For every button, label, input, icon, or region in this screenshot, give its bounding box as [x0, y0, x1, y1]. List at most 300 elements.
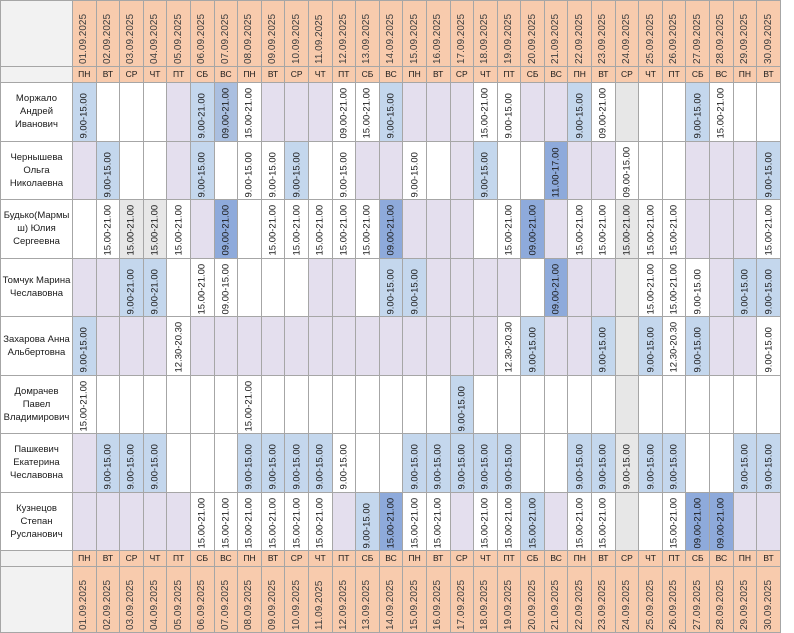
shift-cell[interactable] [662, 141, 686, 200]
weekday-cell[interactable]: ЧТ [639, 551, 663, 567]
shift-cell[interactable] [710, 492, 734, 551]
weekday-cell[interactable]: ВТ [96, 67, 120, 83]
shift-cell[interactable] [544, 83, 568, 142]
shift-cell[interactable] [332, 200, 356, 259]
shift-cell[interactable] [120, 83, 144, 142]
weekday-cell[interactable]: ВС [379, 67, 403, 83]
weekday-cell[interactable]: ВС [544, 551, 568, 567]
shift-cell[interactable] [214, 492, 238, 551]
weekday-cell[interactable]: ВС [544, 67, 568, 83]
shift-cell[interactable] [332, 434, 356, 493]
shift-cell[interactable] [757, 375, 781, 434]
shift-cell[interactable] [238, 317, 262, 376]
shift-cell[interactable] [615, 83, 639, 142]
shift-cell[interactable] [733, 141, 757, 200]
shift-cell[interactable] [521, 317, 545, 376]
weekday-cell[interactable]: ВТ [592, 551, 616, 567]
shift-cell[interactable] [190, 141, 214, 200]
shift-cell[interactable] [426, 200, 450, 259]
shift-cell[interactable] [308, 258, 332, 317]
shift-cell[interactable] [662, 317, 686, 376]
shift-cell[interactable] [285, 200, 309, 259]
weekday-cell[interactable]: ВС [710, 551, 734, 567]
shift-cell[interactable] [214, 141, 238, 200]
shift-cell[interactable] [497, 434, 521, 493]
shift-cell[interactable] [426, 83, 450, 142]
shift-cell[interactable] [639, 434, 663, 493]
date-header-cell[interactable] [710, 1, 734, 67]
shift-cell[interactable] [592, 258, 616, 317]
shift-cell[interactable] [403, 375, 427, 434]
shift-cell[interactable] [450, 200, 474, 259]
shift-cell[interactable] [757, 83, 781, 142]
date-header-cell[interactable] [285, 567, 309, 633]
shift-cell[interactable] [497, 375, 521, 434]
shift-cell[interactable] [662, 434, 686, 493]
shift-cell[interactable] [261, 492, 285, 551]
shift-cell[interactable] [662, 258, 686, 317]
shift-cell[interactable] [238, 492, 262, 551]
date-header-cell[interactable] [261, 567, 285, 633]
date-header-cell[interactable] [379, 567, 403, 633]
shift-cell[interactable] [120, 375, 144, 434]
shift-cell[interactable] [96, 83, 120, 142]
weekday-cell[interactable]: ВТ [261, 551, 285, 567]
shift-cell[interactable] [308, 317, 332, 376]
shift-cell[interactable] [190, 434, 214, 493]
shift-cell[interactable] [261, 141, 285, 200]
weekday-cell[interactable]: ПТ [662, 551, 686, 567]
shift-cell[interactable] [474, 375, 498, 434]
shift-cell[interactable] [190, 258, 214, 317]
shift-cell[interactable] [544, 375, 568, 434]
shift-cell[interactable] [757, 317, 781, 376]
shift-cell[interactable] [379, 492, 403, 551]
shift-cell[interactable] [379, 434, 403, 493]
shift-cell[interactable] [615, 141, 639, 200]
employee-name-cell[interactable] [1, 200, 73, 259]
shift-cell[interactable] [332, 258, 356, 317]
weekday-cell[interactable]: ВТ [426, 67, 450, 83]
date-header-cell[interactable] [686, 1, 710, 67]
shift-cell[interactable] [450, 317, 474, 376]
shift-cell[interactable] [544, 434, 568, 493]
shift-cell[interactable] [733, 492, 757, 551]
corner-cell[interactable] [1, 67, 73, 83]
shift-cell[interactable] [686, 141, 710, 200]
shift-cell[interactable] [403, 141, 427, 200]
corner-cell[interactable] [1, 1, 73, 67]
date-header-cell[interactable] [757, 567, 781, 633]
date-header-cell[interactable] [568, 1, 592, 67]
date-header-cell[interactable] [214, 1, 238, 67]
weekday-cell[interactable]: ПТ [167, 551, 191, 567]
shift-cell[interactable] [143, 200, 167, 259]
shift-cell[interactable] [214, 317, 238, 376]
date-header-cell[interactable] [356, 1, 380, 67]
date-header-cell[interactable] [639, 1, 663, 67]
shift-cell[interactable] [73, 141, 97, 200]
shift-cell[interactable] [379, 258, 403, 317]
weekday-cell[interactable]: ВТ [426, 551, 450, 567]
shift-cell[interactable] [521, 141, 545, 200]
weekday-cell[interactable]: СБ [686, 67, 710, 83]
weekday-cell[interactable]: ПН [403, 551, 427, 567]
shift-cell[interactable] [568, 375, 592, 434]
date-header-cell[interactable] [568, 567, 592, 633]
employee-name-cell[interactable] [1, 83, 73, 142]
shift-cell[interactable] [403, 317, 427, 376]
shift-cell[interactable] [639, 200, 663, 259]
shift-cell[interactable] [450, 83, 474, 142]
shift-cell[interactable] [120, 492, 144, 551]
shift-cell[interactable] [238, 141, 262, 200]
shift-cell[interactable] [733, 200, 757, 259]
date-header-cell[interactable] [214, 567, 238, 633]
weekday-cell[interactable]: СР [120, 551, 144, 567]
shift-cell[interactable] [474, 200, 498, 259]
shift-cell[interactable] [615, 317, 639, 376]
shift-cell[interactable] [568, 434, 592, 493]
shift-cell[interactable] [686, 317, 710, 376]
shift-cell[interactable] [308, 83, 332, 142]
shift-cell[interactable] [308, 434, 332, 493]
shift-cell[interactable] [639, 83, 663, 142]
shift-cell[interactable] [615, 200, 639, 259]
shift-cell[interactable] [261, 375, 285, 434]
shift-cell[interactable] [96, 492, 120, 551]
weekday-cell[interactable]: ВТ [757, 67, 781, 83]
shift-cell[interactable] [403, 434, 427, 493]
shift-cell[interactable] [733, 317, 757, 376]
shift-cell[interactable] [167, 492, 191, 551]
shift-cell[interactable] [190, 200, 214, 259]
employee-name-cell[interactable] [1, 375, 73, 434]
shift-cell[interactable] [497, 200, 521, 259]
shift-cell[interactable] [190, 83, 214, 142]
date-header-cell[interactable] [450, 1, 474, 67]
shift-cell[interactable] [214, 434, 238, 493]
shift-cell[interactable] [686, 375, 710, 434]
weekday-cell[interactable]: ВТ [96, 551, 120, 567]
date-header-cell[interactable] [426, 567, 450, 633]
shift-cell[interactable] [592, 492, 616, 551]
shift-cell[interactable] [733, 258, 757, 317]
corner-cell[interactable] [1, 567, 73, 633]
shift-cell[interactable] [403, 258, 427, 317]
shift-cell[interactable] [426, 141, 450, 200]
date-header-cell[interactable] [521, 567, 545, 633]
shift-cell[interactable] [332, 83, 356, 142]
shift-cell[interactable] [214, 258, 238, 317]
shift-cell[interactable] [568, 200, 592, 259]
weekday-cell[interactable]: СБ [686, 551, 710, 567]
date-header-cell[interactable] [190, 1, 214, 67]
weekday-cell[interactable]: СБ [190, 67, 214, 83]
date-header-cell[interactable] [308, 567, 332, 633]
shift-cell[interactable] [662, 492, 686, 551]
date-header-cell[interactable] [592, 1, 616, 67]
shift-cell[interactable] [379, 317, 403, 376]
weekday-cell[interactable]: ВС [379, 551, 403, 567]
shift-cell[interactable] [497, 83, 521, 142]
weekday-cell[interactable]: СР [615, 551, 639, 567]
shift-cell[interactable] [733, 375, 757, 434]
weekday-cell[interactable]: ПН [568, 67, 592, 83]
shift-cell[interactable] [143, 492, 167, 551]
shift-cell[interactable] [592, 141, 616, 200]
shift-cell[interactable] [686, 258, 710, 317]
shift-cell[interactable] [238, 200, 262, 259]
shift-cell[interactable] [96, 258, 120, 317]
shift-cell[interactable] [521, 258, 545, 317]
shift-cell[interactable] [686, 200, 710, 259]
date-header-cell[interactable] [544, 567, 568, 633]
shift-cell[interactable] [403, 83, 427, 142]
shift-cell[interactable] [356, 434, 380, 493]
weekday-cell[interactable]: ПН [733, 551, 757, 567]
shift-cell[interactable] [592, 317, 616, 376]
weekday-cell[interactable]: ЧТ [474, 551, 498, 567]
shift-cell[interactable] [167, 434, 191, 493]
shift-cell[interactable] [73, 492, 97, 551]
shift-cell[interactable] [120, 141, 144, 200]
shift-cell[interactable] [238, 258, 262, 317]
shift-cell[interactable] [73, 200, 97, 259]
shift-cell[interactable] [308, 375, 332, 434]
date-header-cell[interactable] [285, 1, 309, 67]
shift-cell[interactable] [73, 375, 97, 434]
date-header-cell[interactable] [662, 567, 686, 633]
shift-cell[interactable] [167, 258, 191, 317]
shift-cell[interactable] [167, 83, 191, 142]
weekday-cell[interactable]: ЧТ [143, 551, 167, 567]
weekday-cell[interactable]: ВС [214, 67, 238, 83]
date-header-cell[interactable] [167, 567, 191, 633]
shift-cell[interactable] [568, 492, 592, 551]
shift-cell[interactable] [143, 141, 167, 200]
shift-cell[interactable] [238, 434, 262, 493]
date-header-cell[interactable] [733, 1, 757, 67]
shift-cell[interactable] [356, 141, 380, 200]
shift-cell[interactable] [261, 317, 285, 376]
shift-cell[interactable] [426, 492, 450, 551]
date-header-cell[interactable] [167, 1, 191, 67]
shift-cell[interactable] [474, 141, 498, 200]
date-header-cell[interactable] [403, 1, 427, 67]
shift-cell[interactable] [73, 434, 97, 493]
date-header-cell[interactable] [308, 1, 332, 67]
weekday-cell[interactable]: СР [120, 67, 144, 83]
shift-cell[interactable] [214, 83, 238, 142]
weekday-cell[interactable]: ПН [568, 551, 592, 567]
weekday-cell[interactable]: ВТ [592, 67, 616, 83]
shift-cell[interactable] [261, 434, 285, 493]
shift-cell[interactable] [497, 141, 521, 200]
shift-cell[interactable] [662, 200, 686, 259]
shift-cell[interactable] [356, 83, 380, 142]
shift-cell[interactable] [521, 83, 545, 142]
shift-cell[interactable] [190, 375, 214, 434]
shift-cell[interactable] [710, 434, 734, 493]
employee-name-cell[interactable] [1, 434, 73, 493]
weekday-cell[interactable]: ПТ [497, 67, 521, 83]
shift-cell[interactable] [143, 258, 167, 317]
shift-cell[interactable] [285, 258, 309, 317]
weekday-cell[interactable]: СР [285, 67, 309, 83]
shift-cell[interactable] [120, 317, 144, 376]
shift-cell[interactable] [426, 317, 450, 376]
date-header-cell[interactable] [544, 1, 568, 67]
weekday-cell[interactable]: СБ [356, 551, 380, 567]
weekday-cell[interactable]: ВС [214, 551, 238, 567]
shift-cell[interactable] [426, 258, 450, 317]
weekday-cell[interactable]: ПТ [662, 67, 686, 83]
shift-cell[interactable] [592, 375, 616, 434]
shift-cell[interactable] [426, 375, 450, 434]
date-header-cell[interactable] [143, 567, 167, 633]
shift-cell[interactable] [332, 141, 356, 200]
shift-cell[interactable] [332, 317, 356, 376]
shift-cell[interactable] [285, 434, 309, 493]
shift-cell[interactable] [710, 375, 734, 434]
shift-cell[interactable] [592, 200, 616, 259]
shift-cell[interactable] [238, 83, 262, 142]
date-header-cell[interactable] [73, 1, 97, 67]
shift-cell[interactable] [615, 434, 639, 493]
weekday-cell[interactable]: ПН [73, 551, 97, 567]
date-header-cell[interactable] [403, 567, 427, 633]
weekday-cell[interactable]: ЧТ [308, 551, 332, 567]
shift-cell[interactable] [662, 83, 686, 142]
weekday-cell[interactable]: ПН [238, 551, 262, 567]
shift-cell[interactable] [285, 141, 309, 200]
shift-cell[interactable] [686, 492, 710, 551]
shift-cell[interactable] [474, 492, 498, 551]
shift-cell[interactable] [544, 317, 568, 376]
date-header-cell[interactable] [332, 567, 356, 633]
weekday-cell[interactable]: СР [450, 67, 474, 83]
shift-cell[interactable] [261, 200, 285, 259]
shift-cell[interactable] [544, 141, 568, 200]
shift-cell[interactable] [521, 200, 545, 259]
shift-cell[interactable] [544, 258, 568, 317]
date-header-cell[interactable] [757, 1, 781, 67]
shift-cell[interactable] [403, 492, 427, 551]
weekday-cell[interactable]: ПН [403, 67, 427, 83]
shift-cell[interactable] [73, 258, 97, 317]
shift-cell[interactable] [332, 375, 356, 434]
shift-cell[interactable] [662, 375, 686, 434]
date-header-cell[interactable] [639, 567, 663, 633]
shift-cell[interactable] [497, 492, 521, 551]
shift-cell[interactable] [615, 375, 639, 434]
shift-cell[interactable] [544, 200, 568, 259]
date-header-cell[interactable] [497, 1, 521, 67]
shift-cell[interactable] [96, 141, 120, 200]
shift-cell[interactable] [474, 83, 498, 142]
shift-cell[interactable] [521, 375, 545, 434]
weekday-cell[interactable]: ЧТ [143, 67, 167, 83]
weekday-cell[interactable]: СР [285, 551, 309, 567]
weekday-cell[interactable]: ПН [733, 67, 757, 83]
employee-name-cell[interactable] [1, 492, 73, 551]
shift-cell[interactable] [167, 141, 191, 200]
date-header-cell[interactable] [592, 567, 616, 633]
weekday-cell[interactable]: ВТ [757, 551, 781, 567]
weekday-cell[interactable]: СР [450, 551, 474, 567]
shift-cell[interactable] [120, 258, 144, 317]
shift-cell[interactable] [521, 434, 545, 493]
shift-cell[interactable] [403, 200, 427, 259]
shift-cell[interactable] [450, 141, 474, 200]
shift-cell[interactable] [450, 434, 474, 493]
shift-cell[interactable] [356, 492, 380, 551]
date-header-cell[interactable] [356, 567, 380, 633]
shift-cell[interactable] [592, 434, 616, 493]
shift-cell[interactable] [285, 83, 309, 142]
shift-cell[interactable] [568, 258, 592, 317]
weekday-cell[interactable]: СР [615, 67, 639, 83]
shift-cell[interactable] [450, 258, 474, 317]
employee-name-cell[interactable] [1, 258, 73, 317]
shift-cell[interactable] [497, 258, 521, 317]
weekday-cell[interactable]: ПТ [497, 551, 521, 567]
date-header-cell[interactable] [426, 1, 450, 67]
shift-cell[interactable] [639, 492, 663, 551]
shift-cell[interactable] [308, 141, 332, 200]
shift-cell[interactable] [686, 83, 710, 142]
shift-cell[interactable] [639, 141, 663, 200]
weekday-cell[interactable]: ПН [238, 67, 262, 83]
date-header-cell[interactable] [710, 567, 734, 633]
shift-cell[interactable] [167, 317, 191, 376]
shift-cell[interactable] [757, 434, 781, 493]
date-header-cell[interactable] [96, 567, 120, 633]
shift-cell[interactable] [710, 317, 734, 376]
date-header-cell[interactable] [332, 1, 356, 67]
shift-cell[interactable] [639, 317, 663, 376]
date-header-cell[interactable] [73, 567, 97, 633]
shift-cell[interactable] [615, 492, 639, 551]
weekday-cell[interactable]: ЧТ [474, 67, 498, 83]
date-header-cell[interactable] [143, 1, 167, 67]
date-header-cell[interactable] [190, 567, 214, 633]
date-header-cell[interactable] [662, 1, 686, 67]
weekday-cell[interactable]: ВС [710, 67, 734, 83]
employee-name-cell[interactable] [1, 141, 73, 200]
shift-cell[interactable] [356, 317, 380, 376]
shift-cell[interactable] [450, 492, 474, 551]
shift-cell[interactable] [568, 83, 592, 142]
shift-cell[interactable] [73, 83, 97, 142]
shift-cell[interactable] [96, 434, 120, 493]
shift-cell[interactable] [379, 375, 403, 434]
shift-cell[interactable] [120, 200, 144, 259]
shift-cell[interactable] [757, 258, 781, 317]
shift-cell[interactable] [308, 492, 332, 551]
date-header-cell[interactable] [238, 1, 262, 67]
shift-cell[interactable] [96, 375, 120, 434]
date-header-cell[interactable] [686, 567, 710, 633]
shift-cell[interactable] [497, 317, 521, 376]
shift-cell[interactable] [686, 434, 710, 493]
shift-cell[interactable] [615, 258, 639, 317]
corner-cell[interactable] [1, 551, 73, 567]
shift-cell[interactable] [757, 492, 781, 551]
employee-name-cell[interactable] [1, 317, 73, 376]
shift-cell[interactable] [379, 83, 403, 142]
